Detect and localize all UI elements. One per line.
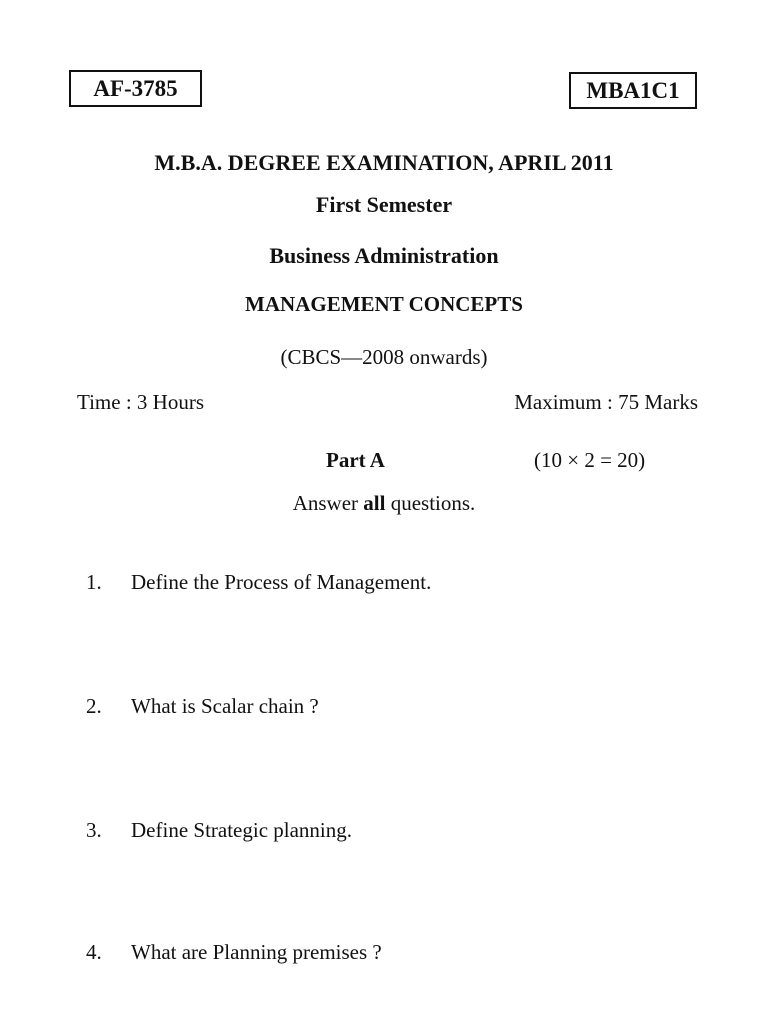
semester: First Semester bbox=[315, 192, 453, 217]
question-number: 2. bbox=[86, 694, 102, 718]
instruction bbox=[0, 491, 768, 516]
part-title: Part A bbox=[326, 448, 385, 472]
question-text: Define the Process of Management. bbox=[131, 570, 432, 594]
time-allowed: Time : 3 Hours bbox=[77, 390, 204, 414]
question-text: What are Planning premises ? bbox=[131, 940, 382, 964]
instruction-prefix: Answer bbox=[292, 491, 364, 515]
exam-title: M.B.A. DEGREE EXAMINATION, APRIL 2011 bbox=[154, 150, 614, 175]
scheme: (CBCS—2008 onwards) bbox=[280, 345, 488, 369]
paper-title: MANAGEMENT CONCEPTS bbox=[245, 292, 523, 316]
question-number: 4. bbox=[86, 940, 102, 964]
instruction-emphasis: all bbox=[363, 491, 386, 515]
course-code-box bbox=[569, 72, 697, 109]
maximum-marks: Maximum : 75 Marks bbox=[514, 390, 698, 414]
question-text: Define Strategic planning. bbox=[131, 818, 353, 842]
question-number: 3. bbox=[86, 818, 102, 842]
paper-code-box bbox=[69, 70, 202, 107]
question-text: What is Scalar chain ? bbox=[131, 694, 319, 718]
question-number: 1. bbox=[86, 570, 102, 594]
part-marks: (10 × 2 = 20) bbox=[534, 448, 646, 472]
instruction-suffix: questions. bbox=[385, 491, 476, 515]
course-code: MBA1C1 bbox=[586, 78, 680, 103]
subject: Business Administration bbox=[269, 243, 499, 268]
paper-code: AF-3785 bbox=[93, 76, 178, 101]
